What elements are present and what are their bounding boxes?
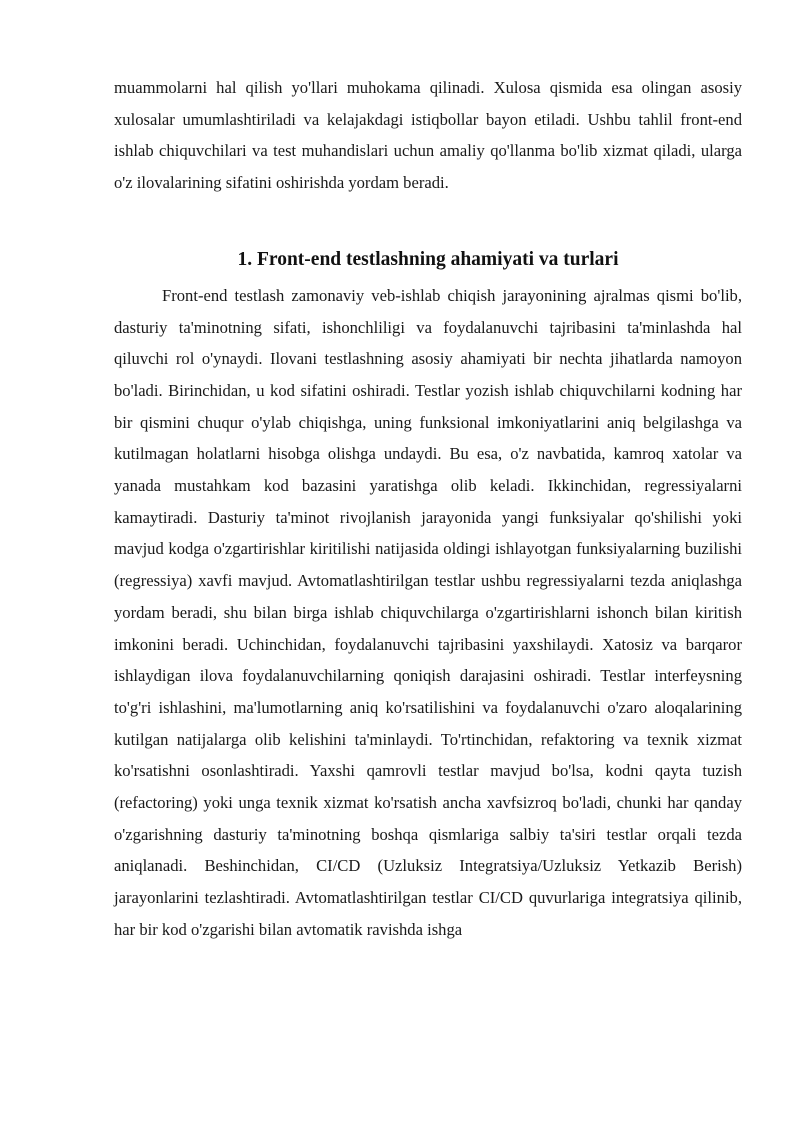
intro-paragraph: muammolarni hal qilish yo'llari muhokama qilinadi. Xulosa qismida esa olingan asosiy xulosalar umumlashtiriladi va kelajakdagi istiqbollar bayon etiladi. Ushbu tahlil front-end ishlab chiquvchilari va test muhandislari uchun amaliy qo'llanma bo'lib xizmat qiladi, ularga o'z ilovalarining sifatini oshirishda yordam beradi.	[114, 78, 742, 193]
page-content	[114, 72, 742, 946]
section-paragraph: Front-end testlash zamonaviy veb-ishlab chiqish jarayonining ajralmas qismi bo'lib, dasturiy ta'minotning sifati, ishonchliligi va foydalanuvchi tajribasini ta'minlashda hal qiluvchi rol o'ynaydi. Ilovani testlashning asosiy ahamiyati bir nechta jihatlarda namoyon bo'ladi. Birinchidan, u kod sifatini oshiradi. Testlar yozish ishlab chiquvchilarni kodning har bir qismini chuqur o'ylab chiqishga, uning funksional imkoniyatlarini aniq belgilashga va kutilmagan holatlarni hisobga olishga undaydi. Bu esa, o'z navbatida, kamroq xatolar va yanada mustahkam kod bazasini yaratishga olib keladi. Ikkinchidan, regressiyalarni kamaytiradi. Dasturiy ta'minot rivojlanish jarayonida yangi funksiyalar qo'shilishi yoki mavjud kodga o'zgartirishlar kiritilishi natijasida oldingi ishlayotgan funksiyalarning buzilishi (regressiya) xavfi mavjud. Avtomatlashtirilgan testlar ushbu regressiyalarni tezda aniqlashga yordam beradi, shu bilan birga ishlab chiquvchilarga o'zgartirishlarni ishonch bilan kiritish imkonini beradi. Uchinchidan, foydalanuvchi tajribasini yaxshilaydi. Xatosiz va barqaror ishlaydigan ilova foydalanuvchilarning qoniqish darajasini oshiradi. Testlar interfeysning to'g'ri ishlashini, ma'lumotlarning aniq ko'rsatilishini va foydalanuvchi o'zaro aloqalarining kutilgan natijalarga olib kelishini ta'minlaydi. To'rtinchidan, refaktoring va texnik xizmat ko'rsatishni osonlashtiradi. Yaxshi qamrovli testlar mavjud bo'lsa, kodni qayta tuzish (refactoring) yoki unga texnik xizmat ko'rsatish ancha xavfsizroq bo'ladi, chunki har qanday o'zgarishning dasturiy ta'minotning boshqa qismlariga salbiy ta'siri testlar orqali tezda aniqlanadi. Beshinchidan, CI/CD (Uzluksiz Integratsiya/Uzluksiz Yetkazib Berish) jarayonlarini tezlashtiradi. Avtomatlashtirilgan testlar CI/CD quvurlariga integratsiya qilinib, har bir kod o'zgarishi bilan avtomatik ravishda ishga	[114, 285, 742, 939]
section-heading: 1. Front-end testlashning ahamiyati va turlari	[237, 248, 619, 270]
